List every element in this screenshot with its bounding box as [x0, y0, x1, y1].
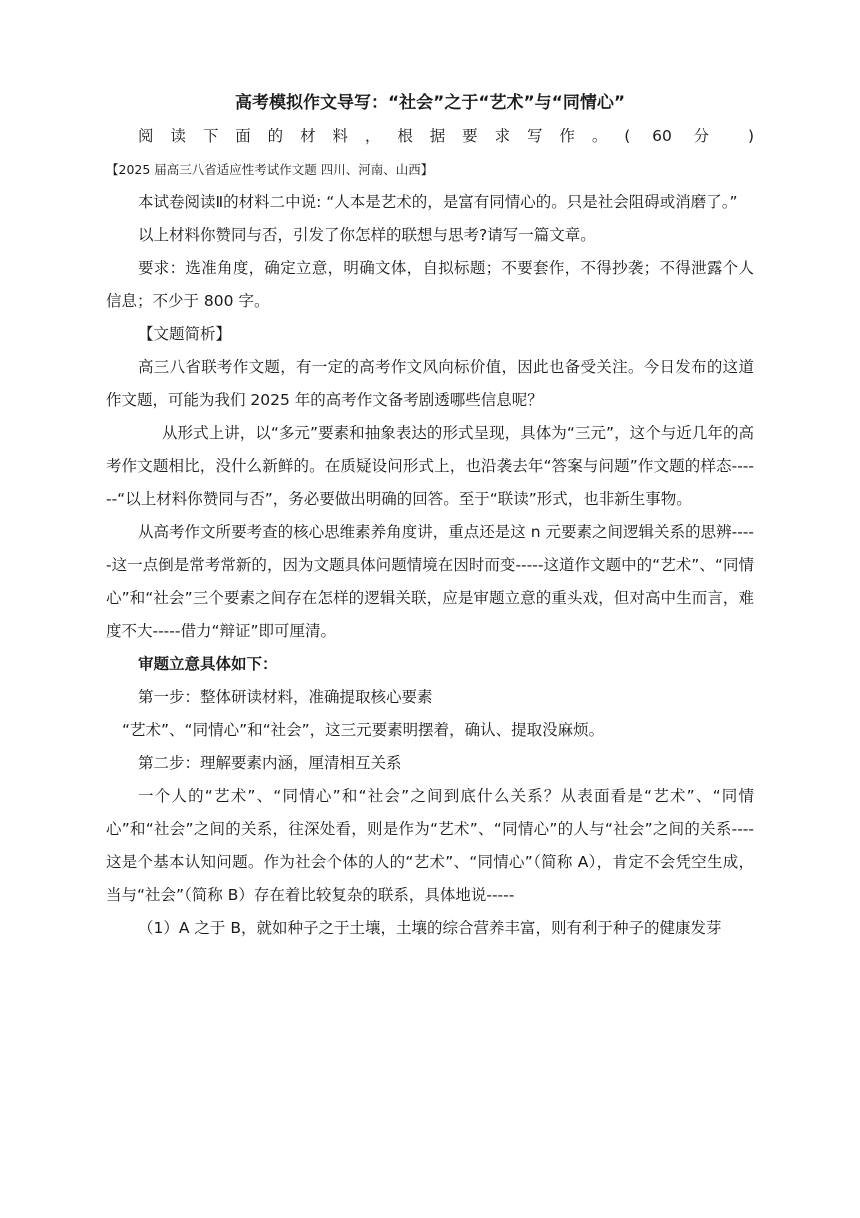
step-1-body: “艺术”、“同情心”和“社会”，这三元要素明摆着，确认、提取没麻烦。 [122, 721, 605, 739]
question-paragraph: 以上材料你赞同与否，引发了你怎样的联想与思考?请写一篇文章。 [138, 226, 596, 244]
analysis-paragraph-1: 高三八省联考作文题，有一定的高考作文风向标价值，因此也备受关注。今日发布的这道作文题，可能为我们 2025 年的高考作文备考剧透哪些信息呢？ [106, 358, 754, 409]
intro-source: 【2025 届高三八省适应性考试作文题 四川、河南、山西】 [106, 162, 434, 177]
point-1: （1）A 之于 B，就如种子之于土壤，土壤的综合营养丰富，则有利于种子的健康发芽 [138, 919, 722, 937]
analysis-paragraph-3: 从高考作文所要考查的核心思维素养角度讲，重点还是这 n 元要素之间逻辑关系的思辨-----这一点倒是常考常新的，因为文题具体问题情境在因时而变-----这道作文题中的“艺术”、“同情心”和“社会”三个要素之间存在怎样的逻辑关联，应是审题立意的重头戏，但对高中生而言，难度不大-----借力“辩证”即可厘清。 [106, 523, 754, 640]
intro-paragraph [106, 120, 754, 186]
step-2-body: 一个人的“艺术”、“同情心”和“社会”之间到底什么关系？从表面看是“艺术”、“同情心”和“社会”之间的关系，往深处看，则是作为“艺术”、“同情心”的人与“社会”之间的关系----这是个基本认知问题。作为社会个体的人的“艺术”、“同情心”（简称 A），肯定不会凭空生成，当与“社会”（简称 B）存在着比较复杂的联系，具体地说----- [106, 787, 754, 904]
intro-main: 阅读下面的材料，根据要求写作。( 60 分 ) [138, 127, 754, 145]
material-paragraph: 本试卷阅读Ⅱ的材料二中说: “人本是艺术的，是富有同情心的。只是社会阻碍或消磨了。” [138, 193, 738, 211]
steps-heading: 审题立意具体如下： [138, 655, 278, 673]
step-1-title: 第一步：整体研读材料，准确提取核心要素 [138, 688, 433, 706]
analysis-heading: 【文题简析】 [138, 325, 232, 343]
requirement-paragraph: 要求：选准角度，确定立意，明确文体，自拟标题；不要套作，不得抄袭；不得泄露个人信息；不少于 800 字。 [106, 259, 754, 310]
document-title: 高考模拟作文导写：“社会”之于“艺术”与“同情心” [234, 93, 626, 113]
analysis-paragraph-2: 从形式上讲，以“多元”要素和抽象表达的形式呈现，具体为“三元”，这个与近几年的高考作文题相比，没什么新鲜的。在质疑设问形式上，也沿袭去年“答案与问题”作文题的样态------“以上材料你赞同与否”，务必要做出明确的回答。至于“联读”形式，也非新生事物。 [106, 424, 754, 508]
step-2-title: 第二步：理解要素内涵，厘清相互关系 [138, 754, 402, 772]
